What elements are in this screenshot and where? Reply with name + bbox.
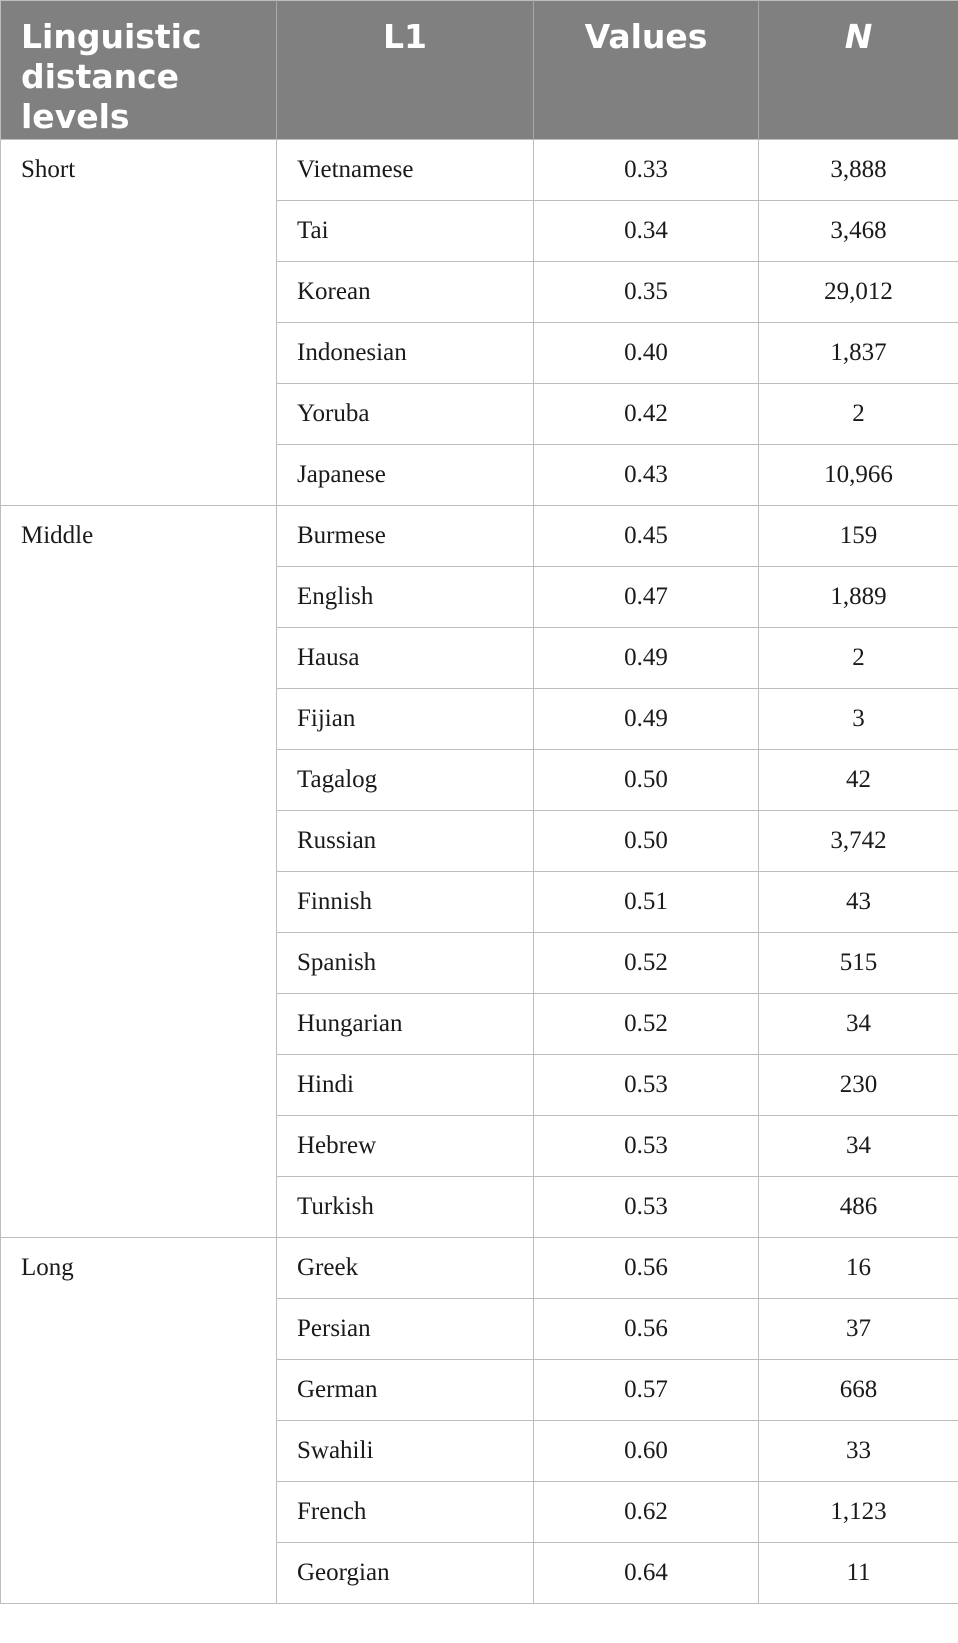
value-cell: 0.45 (534, 506, 759, 567)
value-cell: 0.53 (534, 1055, 759, 1116)
n-cell: 29,012 (759, 262, 958, 323)
value-cell: 0.53 (534, 1116, 759, 1177)
n-cell: 34 (759, 1116, 958, 1177)
n-cell: 37 (759, 1299, 958, 1360)
l1-cell: Fijian (277, 689, 534, 750)
l1-cell: Burmese (277, 506, 534, 567)
value-cell: 0.49 (534, 689, 759, 750)
l1-cell: Hebrew (277, 1116, 534, 1177)
l1-cell: Georgian (277, 1543, 534, 1604)
n-cell: 1,123 (759, 1482, 958, 1543)
n-cell: 230 (759, 1055, 958, 1116)
table-row (1, 1238, 958, 1299)
header-l1: L1 (277, 1, 534, 140)
n-cell: 668 (759, 1360, 958, 1421)
value-cell: 0.33 (534, 140, 759, 201)
l1-cell: Vietnamese (277, 140, 534, 201)
value-cell: 0.47 (534, 567, 759, 628)
level-cell: Middle (1, 506, 277, 1238)
value-cell: 0.57 (534, 1360, 759, 1421)
l1-cell: Hausa (277, 628, 534, 689)
l1-cell: Tai (277, 201, 534, 262)
n-cell: 34 (759, 994, 958, 1055)
n-cell: 42 (759, 750, 958, 811)
value-cell: 0.43 (534, 445, 759, 506)
l1-cell: Hindi (277, 1055, 534, 1116)
n-cell: 2 (759, 384, 958, 445)
l1-cell: Finnish (277, 872, 534, 933)
n-cell: 486 (759, 1177, 958, 1238)
header-n: N (759, 1, 958, 140)
n-cell: 3,742 (759, 811, 958, 872)
n-cell: 1,889 (759, 567, 958, 628)
value-cell: 0.34 (534, 201, 759, 262)
l1-cell: Turkish (277, 1177, 534, 1238)
l1-cell: Japanese (277, 445, 534, 506)
n-cell: 11 (759, 1543, 958, 1604)
n-cell: 43 (759, 872, 958, 933)
value-cell: 0.60 (534, 1421, 759, 1482)
table-body (1, 140, 958, 1604)
n-cell: 3 (759, 689, 958, 750)
l1-cell: Russian (277, 811, 534, 872)
n-cell: 2 (759, 628, 958, 689)
n-cell: 3,888 (759, 140, 958, 201)
value-cell: 0.62 (534, 1482, 759, 1543)
l1-cell: German (277, 1360, 534, 1421)
n-cell: 1,837 (759, 323, 958, 384)
level-cell: Short (1, 140, 277, 506)
l1-cell: Swahili (277, 1421, 534, 1482)
value-cell: 0.56 (534, 1299, 759, 1360)
table-row (1, 140, 958, 201)
n-cell: 16 (759, 1238, 958, 1299)
value-cell: 0.35 (534, 262, 759, 323)
n-cell: 3,468 (759, 201, 958, 262)
n-cell: 159 (759, 506, 958, 567)
header-row (1, 1, 958, 140)
value-cell: 0.50 (534, 811, 759, 872)
value-cell: 0.42 (534, 384, 759, 445)
l1-cell: Greek (277, 1238, 534, 1299)
l1-cell: Persian (277, 1299, 534, 1360)
value-cell: 0.52 (534, 933, 759, 994)
n-cell: 515 (759, 933, 958, 994)
value-cell: 0.56 (534, 1238, 759, 1299)
table-row (1, 506, 958, 567)
value-cell: 0.52 (534, 994, 759, 1055)
value-cell: 0.51 (534, 872, 759, 933)
l1-cell: Korean (277, 262, 534, 323)
l1-cell: Hungarian (277, 994, 534, 1055)
value-cell: 0.50 (534, 750, 759, 811)
l1-cell: French (277, 1482, 534, 1543)
header-level: Linguistic distance levels (1, 1, 277, 140)
value-cell: 0.64 (534, 1543, 759, 1604)
header-values: Values (534, 1, 759, 140)
value-cell: 0.40 (534, 323, 759, 384)
level-cell: Long (1, 1238, 277, 1604)
l1-cell: Spanish (277, 933, 534, 994)
value-cell: 0.49 (534, 628, 759, 689)
l1-cell: Yoruba (277, 384, 534, 445)
l1-cell: Indonesian (277, 323, 534, 384)
l1-cell: Tagalog (277, 750, 534, 811)
n-cell: 10,966 (759, 445, 958, 506)
value-cell: 0.53 (534, 1177, 759, 1238)
n-cell: 33 (759, 1421, 958, 1482)
l1-cell: English (277, 567, 534, 628)
